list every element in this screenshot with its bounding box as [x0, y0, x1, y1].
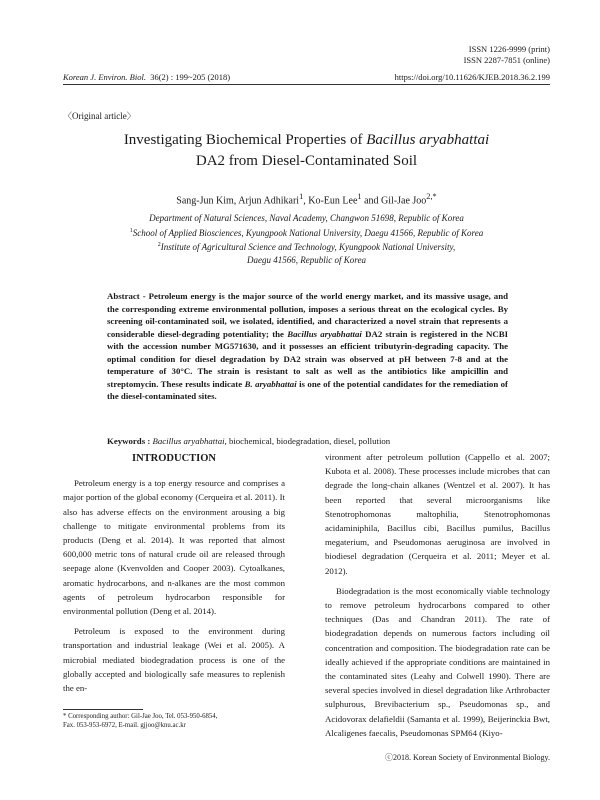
title-part2: DA2 from Diesel-Contaminated Soil [195, 153, 418, 169]
keywords-values [152, 436, 390, 446]
issn-block [464, 44, 550, 66]
author-3-sup: 2,* [426, 192, 437, 201]
article-title [63, 130, 550, 172]
article-type: 〈Original article〉 [63, 111, 136, 121]
affiliations [63, 212, 550, 266]
issn-online: ISSN 2287-7851 (online) [463, 55, 550, 65]
author-1-sup: 1 [299, 192, 304, 201]
author-2: , Ko-Eun Lee [303, 195, 358, 207]
journal-citation [63, 72, 230, 82]
section-heading-introduction: INTRODUCTION [131, 453, 216, 464]
doi-link[interactable]: https://doi.org/10.11626/KJEB.2018.36.2.199 [394, 72, 550, 82]
keywords [107, 436, 508, 446]
footnote-rule [63, 709, 143, 710]
author-2-sup: 1 [357, 192, 362, 201]
abstract-text-1: - Petroleum energy is the major source of the world energy market, and its massive usage, and the corresponding extreme environmental pollution, imposes a serious threat on the ecological cycles. By screening oil-contaminated soil, we isolated, identified, and characterized a novel strain that represents a considerable diesel-degrading potentiality; the [107, 291, 508, 339]
abstract-species-2: B. aryabhattai [244, 378, 297, 389]
affiliation-1: School of Applied Biosciences, Kyungpook National University, Daegu 41566, Republic of Korea [132, 227, 484, 238]
header-rule [63, 84, 550, 85]
abstract-text-3: is one of the potential candidates for the remediation of the diesel-contaminated sites. [107, 378, 508, 401]
intro-paragraph-3: vironment after petroleum pollution (Cappello et al. 2007; Kubota et al. 2008). These processes include microbes that can degrade the long-chain alkanes (Wentzel et al. 2007). It has been reported that several microorganisms like Stenotrophomonas maltophilia, Stenotrophomonas acidaminiphila, Bacillus cibi, Bacillus pumilus, Bacillus megaterium, and Pseudomonas aeruginosa are involved in biodiesel degradation (Cerqueira et al. 2011; Meyer et al. 2012). [325, 452, 550, 576]
corresponding-author-footnote [63, 712, 293, 730]
abstract [107, 290, 508, 403]
column-right [325, 450, 550, 746]
journal-header [63, 72, 550, 82]
issn-print: ISSN 1226-9999 (print) [468, 44, 550, 54]
journal-volume: 36(2) : 199~205 (2018) [150, 72, 231, 82]
keywords-species: Bacillus aryabhattai [152, 436, 225, 446]
title-species: Bacillus aryabhattai [366, 132, 490, 148]
copyright-notice: ⓒ2018. Korean Society of Environmental Biology. [384, 753, 550, 762]
keywords-rest: , biochemical, biodegradation, diesel, pollution [224, 436, 391, 446]
affiliation-2a: Institute of Agricultural Science and Technology, Kyungpook National University, [160, 242, 456, 252]
abstract-species-1: Bacillus aryabhattai [287, 328, 362, 339]
column-left [63, 450, 285, 701]
author-3: and Gil-Jae Joo [361, 195, 427, 207]
intro-paragraph-2: Petroleum is exposed to the environment during transportation and industrial leakage (Wei et al. 2005). A microbial mediated biodegradation process is one of the globally accepted and biologically safe measures to replenish the en- [63, 626, 285, 694]
affiliation-2-line [63, 239, 550, 254]
affiliation-1-line [63, 225, 550, 240]
title-part1: Investigating Biochemical Properties of [123, 132, 367, 148]
affiliation-2b: Daegu 41566, Republic of Korea [247, 254, 366, 265]
affiliation-1-sup: 1 [129, 227, 133, 234]
affiliation-0: Department of Natural Sciences, Naval Academy, Changwon 51698, Republic of Korea [149, 213, 464, 223]
author-list [63, 192, 550, 206]
journal-name: Korean J. Environ. Biol. [63, 72, 146, 82]
keywords-label: Keywords : [107, 436, 153, 446]
abstract-text-2: DA2 strain is registered in the NCBI with the accession number MG571630, and it possesses an efficient tributyrin-degrading capacity. The optimal condition for diesel degradation by DA2 strain was observed at pH between 7-8 and at the temperature of 30°C. The strain is resistant to salt as well as the antibiotics like ampicillin and streptomycin. These results indicate [107, 328, 509, 389]
footnote-line-2: Fax. 053-953-6972, E-mail. gjjoo@knu.ac.kr [63, 722, 186, 729]
intro-paragraph-4: Biodegradation is the most economically viable technology to remove petroleum hydrocarbons compared to other techniques (Das and Chandran 2011). The rate of biodegradation depends on numerous factors including oil concentration and composition. The biodegradation rate can be ideally achieved if the appropriate conditions are maintained in the contaminated sites (Leahy and Colwell 1990). There are several species involved in diesel degradation like Arthrobacter sulphurous, Brevibacterium sp., Pseudomonas sp., and Acidovorax delafieldii (Samanta et al. 1999), Beijerinckia Bwt, Alcaligenes faecalis, Pseudomonas SPM64 (Kiyo- [325, 585, 550, 738]
intro-paragraph-1: Petroleum energy is a top energy resource and comprises a major portion of the global economy (Cerqueira et al. 2011). It also has adverse effects on the environment arousing a big challenge to mitigate environmental problems from its products (Deng et al. 2014). It was reported that almost 600,000 metric tons of natural crude oil are released through seepage alone (Kvenvolden and Cooper 2003). Cytoalkanes, aromatic hydrocarbons, and n-alkanes are the most common agents of petroleum hydrocarbon responsible for environmental pollution (Deng et al. 2014). [63, 478, 285, 617]
author-1: Sang-Jun Kim, Arjun Adhikari [176, 195, 300, 207]
abstract-label: Abstract [107, 291, 140, 301]
affiliation-2-sup: 2 [157, 242, 161, 248]
footnote-line-1: * Corresponding author: Gil-Jae Joo, Tel. 053-950-6854, [63, 713, 218, 720]
